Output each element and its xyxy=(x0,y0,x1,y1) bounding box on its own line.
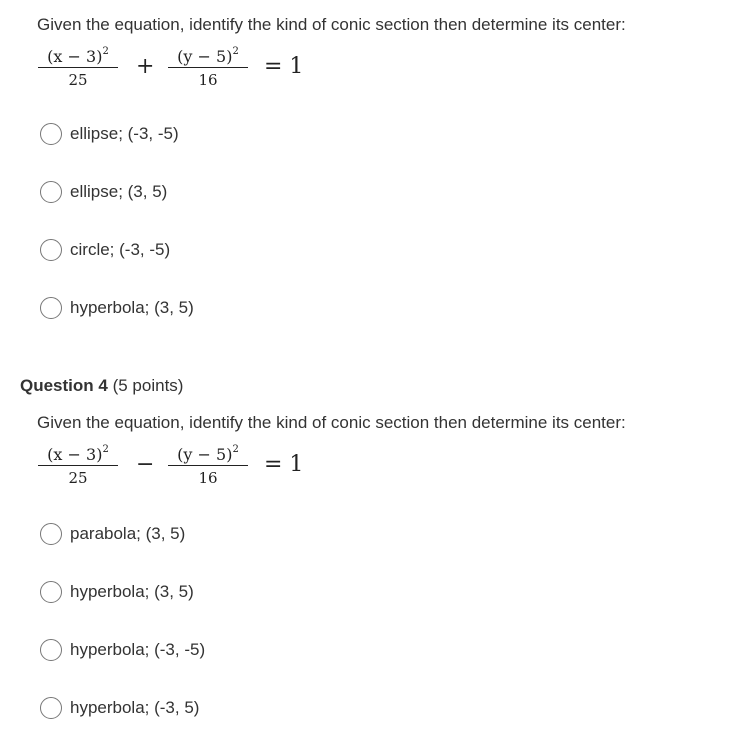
option-label: hyperbola; (-3, 5) xyxy=(70,698,200,717)
radio-button[interactable] xyxy=(40,639,62,661)
option-label: ellipse; (3, 5) xyxy=(70,182,168,201)
q3-option-2[interactable] xyxy=(40,180,167,204)
question-title: Question 4 xyxy=(20,376,108,395)
option-label: parabola; (3, 5) xyxy=(70,524,186,543)
radio-button[interactable] xyxy=(40,123,62,145)
right-numerator-text: (y − 5) xyxy=(177,445,233,464)
left-exponent: 2 xyxy=(102,444,109,455)
equation-rhs: = 1 xyxy=(264,452,304,477)
equation-operator: − xyxy=(136,452,155,477)
right-denominator: 16 xyxy=(198,71,218,89)
right-fraction xyxy=(168,40,248,90)
equation-operator: + xyxy=(136,54,155,79)
equation-rhs: = 1 xyxy=(264,54,304,79)
q3-option-4[interactable] xyxy=(40,296,194,320)
radio-button[interactable] xyxy=(40,181,62,203)
question-3-prompt: Given the equation, identify the kind of conic section then determine its center: xyxy=(37,15,626,34)
left-exponent: 2 xyxy=(102,46,109,57)
fraction-bar xyxy=(168,465,248,466)
question-4-prompt: Given the equation, identify the kind of conic section then determine its center: xyxy=(37,413,626,432)
left-denominator: 25 xyxy=(68,71,88,89)
radio-button[interactable] xyxy=(40,239,62,261)
option-label: hyperbola; (3, 5) xyxy=(70,298,194,317)
question-4-equation xyxy=(38,438,338,492)
left-denominator: 25 xyxy=(68,469,88,487)
radio-button[interactable] xyxy=(40,523,62,545)
right-fraction xyxy=(168,438,248,488)
left-fraction xyxy=(38,438,118,488)
left-numerator xyxy=(38,438,118,462)
question-3-equation xyxy=(38,40,338,94)
q4-option-1[interactable] xyxy=(40,522,185,546)
radio-button[interactable] xyxy=(40,297,62,319)
right-numerator xyxy=(168,40,248,64)
fraction-bar xyxy=(168,67,248,68)
q3-option-1[interactable] xyxy=(40,122,179,146)
fraction-bar xyxy=(38,465,118,466)
right-numerator-text: (y − 5) xyxy=(177,47,233,66)
radio-button[interactable] xyxy=(40,581,62,603)
fraction-bar xyxy=(38,67,118,68)
q4-option-4[interactable] xyxy=(40,696,199,720)
q4-option-3[interactable] xyxy=(40,638,205,662)
question-points: (5 points) xyxy=(112,376,184,395)
right-numerator xyxy=(168,438,248,462)
option-label: hyperbola; (3, 5) xyxy=(70,582,194,601)
option-label: circle; (-3, -5) xyxy=(70,240,171,259)
right-exponent: 2 xyxy=(232,444,239,455)
left-numerator-text: (x − 3) xyxy=(47,47,103,66)
option-label: ellipse; (-3, -5) xyxy=(70,124,179,143)
left-fraction xyxy=(38,40,118,90)
radio-button[interactable] xyxy=(40,697,62,719)
q3-option-3[interactable] xyxy=(40,238,170,262)
left-numerator xyxy=(38,40,118,64)
right-denominator: 16 xyxy=(198,469,218,487)
option-label: hyperbola; (-3, -5) xyxy=(70,640,206,659)
left-numerator-text: (x − 3) xyxy=(47,445,103,464)
q4-option-2[interactable] xyxy=(40,580,194,604)
right-exponent: 2 xyxy=(232,46,239,57)
question-4-header xyxy=(20,376,183,396)
